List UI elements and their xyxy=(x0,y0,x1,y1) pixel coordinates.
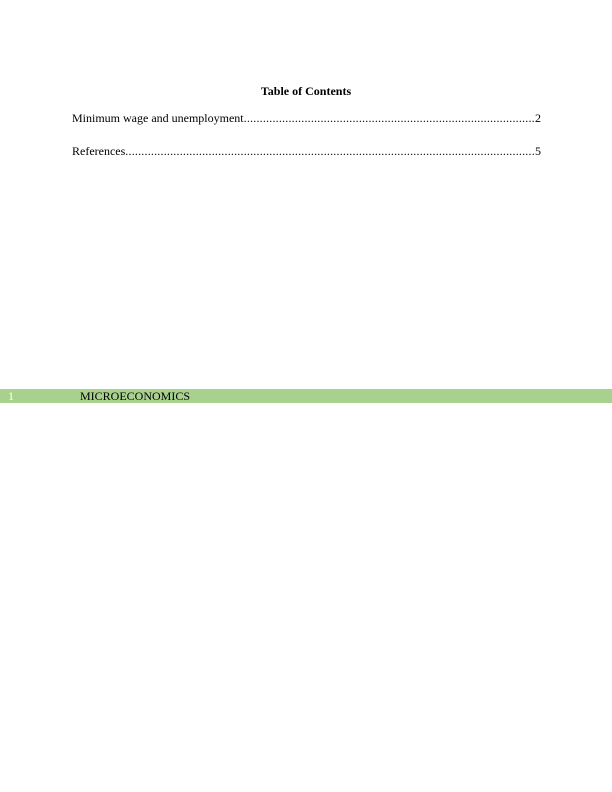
toc-list xyxy=(72,111,541,177)
toc-dot-leader xyxy=(244,111,535,125)
page-number: 1 xyxy=(8,389,14,403)
running-head: MICROECONOMICS xyxy=(80,389,191,403)
toc-entry-page-number: 2 xyxy=(535,111,541,125)
toc-title: Table of Contents xyxy=(260,84,352,98)
toc-entry-label: Minimum wage and unemployment xyxy=(72,111,244,125)
toc-entry-page-number: 5 xyxy=(535,144,541,158)
toc-entry-minimum-wage[interactable] xyxy=(72,111,541,125)
page-header-bar xyxy=(0,389,612,403)
toc-dot-leader xyxy=(125,144,535,158)
toc-entry-references[interactable] xyxy=(72,144,541,158)
toc-entry-label: References xyxy=(72,144,126,158)
